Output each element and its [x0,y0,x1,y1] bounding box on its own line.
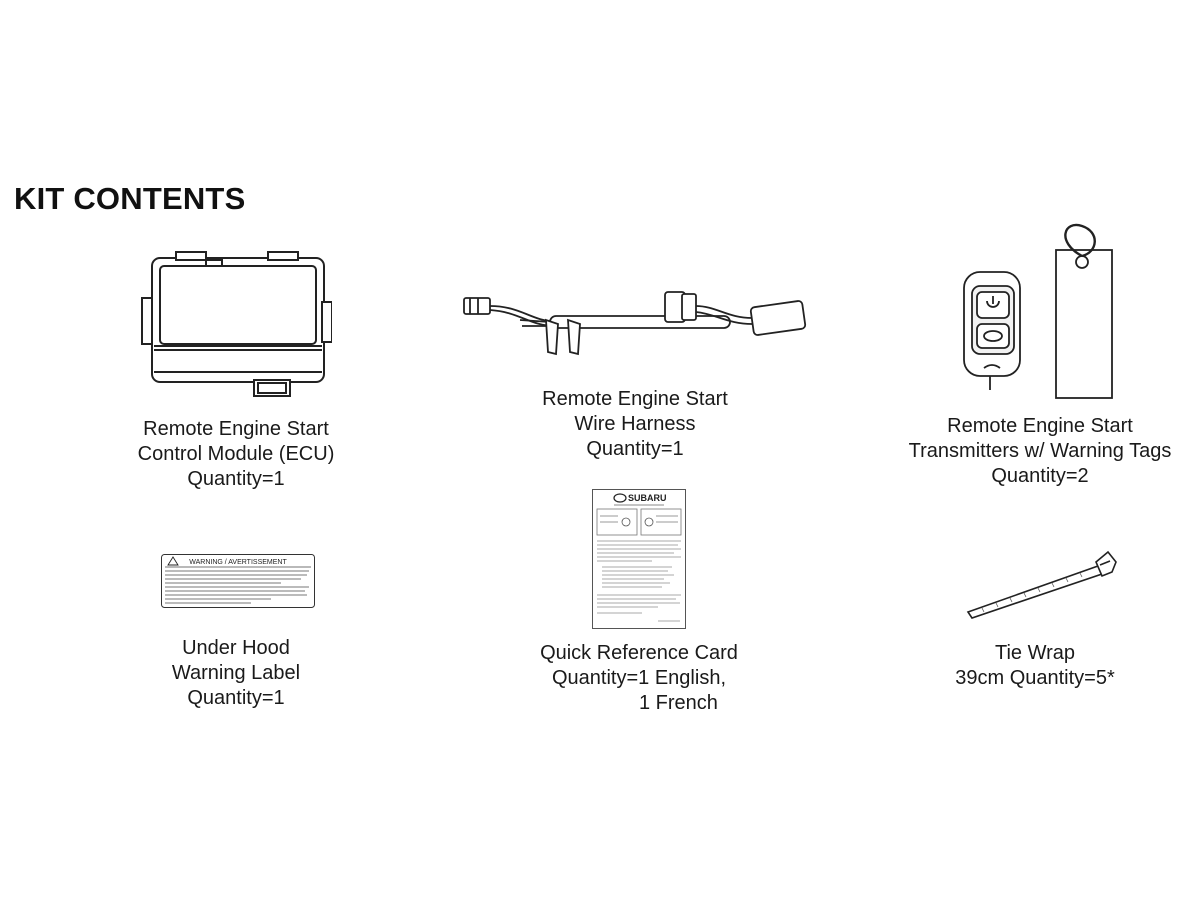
transmitter-type: Transmitters w/ Warning Tags [908,440,1172,462]
reference-card-quantity-french: 1 French [639,692,718,714]
transmitter-icon [956,222,1116,402]
reference-card-name: Quick Reference Card [540,642,738,664]
warning-label-quantity: Quantity=1 [187,687,285,709]
warning-label-icon [161,554,315,608]
tie-wrap-icon [962,548,1122,620]
reference-card-icon [592,489,686,629]
control-module-icon [136,250,332,398]
tie-wrap-name: Tie Wrap [994,642,1076,664]
tie-wrap-quantity: 39cm Quantity=5* [955,667,1115,689]
wire-harness-type: Wire Harness [574,413,696,435]
warning-label-name: Under Hood [182,637,290,659]
warning-label-type: Warning Label [171,662,301,684]
control-module-name: Remote Engine Start [143,418,329,440]
transmitter-name: Remote Engine Start [947,415,1133,437]
wire-harness-name: Remote Engine Start [542,388,728,410]
transmitter-quantity: Quantity=2 [991,465,1089,487]
warning-label-heading: WARNING / AVERTISSEMENT [189,559,287,566]
control-module-quantity: Quantity=1 [187,468,285,490]
wire-harness-quantity: Quantity=1 [586,438,684,460]
card-brand: SUBARU [628,493,667,503]
reference-card-quantity-english: Quantity=1 English, [552,667,726,689]
wire-harness-icon [460,284,810,364]
control-module-type: Control Module (ECU) [137,443,335,465]
page-title: KIT CONTENTS [14,181,246,216]
